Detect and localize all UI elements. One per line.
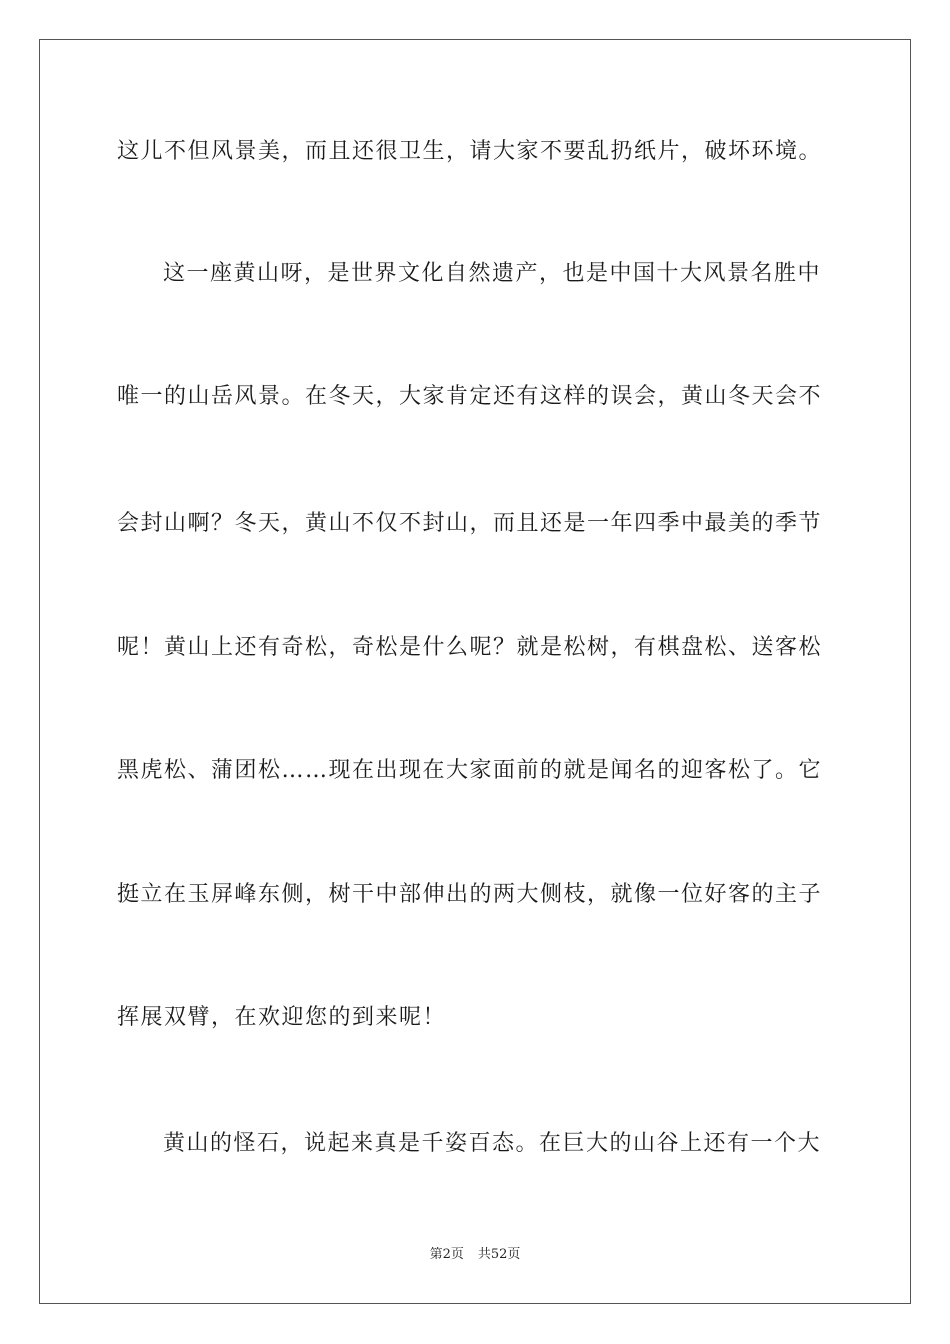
text-line-6: 黑虎松、蒲团松……现在出现在大家面前的就是闻名的迎客松了。它 <box>117 758 823 783</box>
text-line-5: 呢！黄山上还有奇松，奇松是什么呢？就是松树，有棋盘松、送客松 <box>117 635 823 660</box>
page-number: 第2页 <box>429 1247 464 1262</box>
text-line-3: 唯一的山岳风景。在冬天，大家肯定还有这样的误会，黄山冬天会不 <box>117 384 823 409</box>
text-line-4: 会封山啊？冬天，黄山不仅不封山，而且还是一年四季中最美的季节 <box>117 511 823 536</box>
text-line-8: 挥展双臂，在欢迎您的到来呢！ <box>117 1005 447 1030</box>
text-line-1: 这儿不但风景美，而且还很卫生，请大家不要乱扔纸片，破坏环境。 <box>117 139 823 164</box>
text-line-7: 挺立在玉屏峰东侧，树干中部伸出的两大侧枝，就像一位好客的主子 <box>117 882 823 907</box>
page-total: 共52页 <box>477 1247 521 1262</box>
page-footer <box>0 1246 950 1264</box>
page-border <box>39 39 911 1304</box>
text-line-2: 这一座黄山呀，是世界文化自然遗产，也是中国十大风景名胜中 <box>163 261 822 286</box>
text-line-9: 黄山的怪石，说起来真是千姿百态。在巨大的山谷上还有一个大 <box>163 1131 822 1156</box>
